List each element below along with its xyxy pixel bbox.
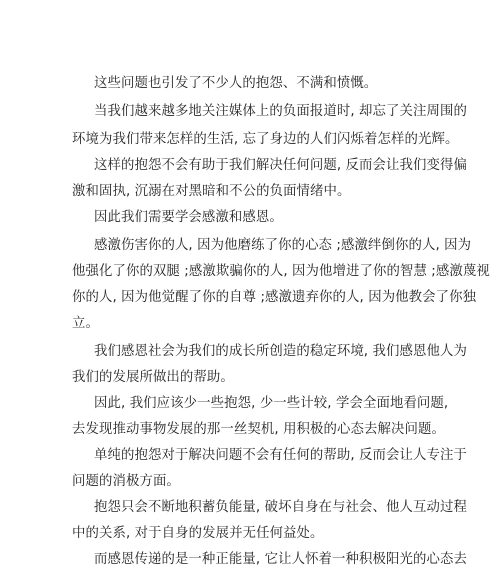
- text-line-19: 而感恩传递的是一种正能量, 它让人怀着一种积极阳光的心态去: [94, 552, 467, 567]
- text-line-1: 这些问题也引发了不少人的抱怨、不满和愤慨。: [94, 76, 378, 91]
- text-line-15: 单纯的抱怨对于解决问题不会有任何的帮助, 反而会让人专注于: [94, 448, 467, 463]
- text-line-5: 激和固执, 沉溺在对黑暗和不公的负面情绪中。: [72, 184, 351, 199]
- text-line-17: 抱怨只会不断地积蓄负能量, 破坏自身在与社会、他人互动过程: [94, 500, 467, 515]
- text-line-10: 立。: [72, 316, 99, 331]
- text-line-3: 环境为我们带来怎样的生活, 忘了身边的人们闪烁着怎样的光辉。: [72, 132, 459, 147]
- text-line-14: 去发现推动事物发展的那一丝契机, 用积极的心态去解决问题。: [72, 422, 445, 437]
- text-line-2: 当我们越来越多地关注媒体上的负面报道时, 却忘了关注周围的: [94, 104, 467, 119]
- text-line-6: 因此我们需要学会感激和感恩。: [94, 210, 283, 225]
- text-line-9: 你的人, 因为他觉醒了你的自尊 ;感激遗弃你的人, 因为他教会了你独: [72, 290, 477, 305]
- text-line-16: 问题的消极方面。: [72, 474, 180, 489]
- text-line-11: 我们感恩社会为我们的成长所创造的稳定环境, 我们感恩他人为: [94, 344, 467, 359]
- text-line-12: 我们的发展所做出的帮助。: [72, 370, 234, 385]
- text-line-4: 这样的抱怨不会有助于我们解决任何问题, 反而会让我们变得偏: [94, 158, 467, 173]
- text-line-7: 感激伤害你的人, 因为他磨练了你的心态 ;感激绊倒你的人, 因为: [94, 238, 472, 253]
- text-line-13: 因此, 我们应该少一些抱怨, 少一些计较, 学会全面地看问题,: [94, 396, 449, 411]
- text-line-8: 他强化了你的双腿 ;感激欺骗你的人, 因为他增进了你的智慧 ;感激蔑视: [72, 264, 490, 279]
- text-line-18: 中的关系, 对于自身的发展并无任何益处。: [72, 526, 324, 541]
